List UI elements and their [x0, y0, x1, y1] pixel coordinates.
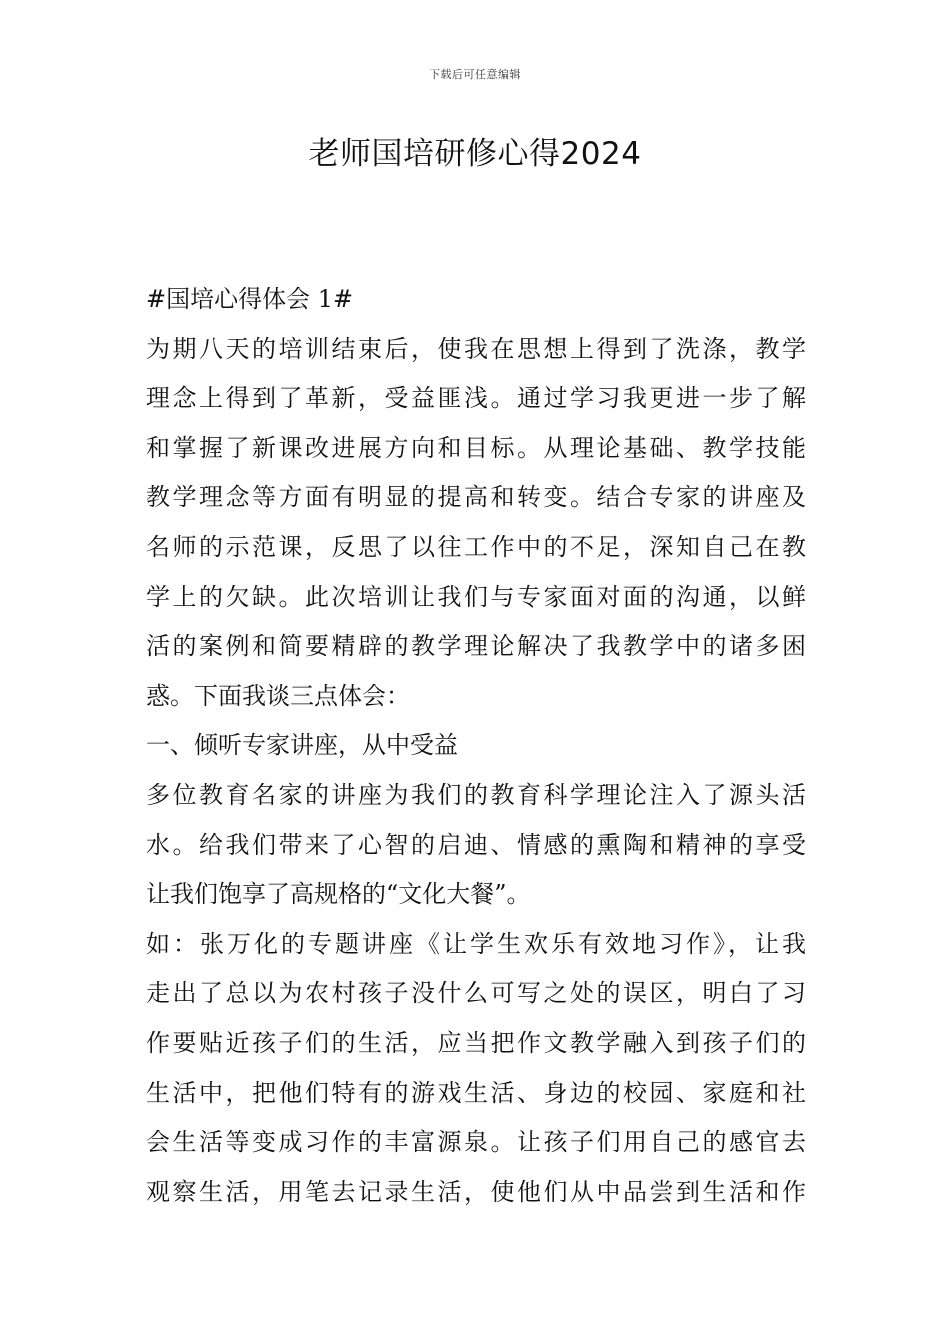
body-line: 惑。下面我谈三点体会： — [146, 681, 410, 710]
body-line: 观察生活，用笔去记录生活，使他们从中品尝到生活和作 — [146, 1177, 806, 1206]
body-line: 水。给我们带来了心智的启迪、情感的熏陶和精神的享受 — [146, 830, 806, 859]
body-line: 走出了总以为农村孩子没什么可写之处的误区，明白了习 — [146, 979, 806, 1008]
body-line: 作要贴近孩子们的生活，应当把作文教学融入到孩子们的 — [146, 1028, 806, 1057]
body-line: 名师的示范课，反思了以往工作中的不足，深知自己在教 — [146, 532, 806, 561]
body-line: 活的案例和简要精辟的教学理论解决了我教学中的诸多困 — [146, 632, 806, 661]
section-heading: 一、倾听专家讲座，从中受益 — [146, 731, 458, 760]
body-line: 为期八天的培训结束后，使我在思想上得到了洗涤，教学 — [146, 334, 806, 363]
body-line: #国培心得体会 1# — [146, 285, 354, 313]
body-line: 学上的欠缺。此次培训让我们与专家面对面的沟通，以鲜 — [146, 582, 806, 611]
body-line: 让我们饱享了高规格的“文化大餐”。 — [146, 880, 531, 909]
body-line: 生活中，把他们特有的游戏生活、身边的校园、家庭和社 — [146, 1078, 806, 1107]
document-body — [146, 275, 806, 1217]
body-line: 理念上得到了革新，受益匪浅。通过学习我更进一步了解 — [146, 384, 806, 413]
body-line: 和掌握了新课改进展方向和目标。从理论基础、教学技能 — [146, 433, 806, 462]
header-note: 下载后可任意编辑 — [429, 68, 521, 81]
body-line: 多位教育名家的讲座为我们的教育科学理论注入了源头活 — [146, 780, 806, 809]
document-title: 老师国培研修心得2024 — [308, 136, 642, 172]
body-line: 教学理念等方面有明显的提高和转变。结合专家的讲座及 — [146, 483, 806, 512]
body-line: 会生活等变成习作的丰富源泉。让孩子们用自己的感官去 — [146, 1128, 806, 1157]
body-line: 如：张万化的专题讲座《让学生欢乐有效地习作》，让我 — [146, 929, 806, 958]
